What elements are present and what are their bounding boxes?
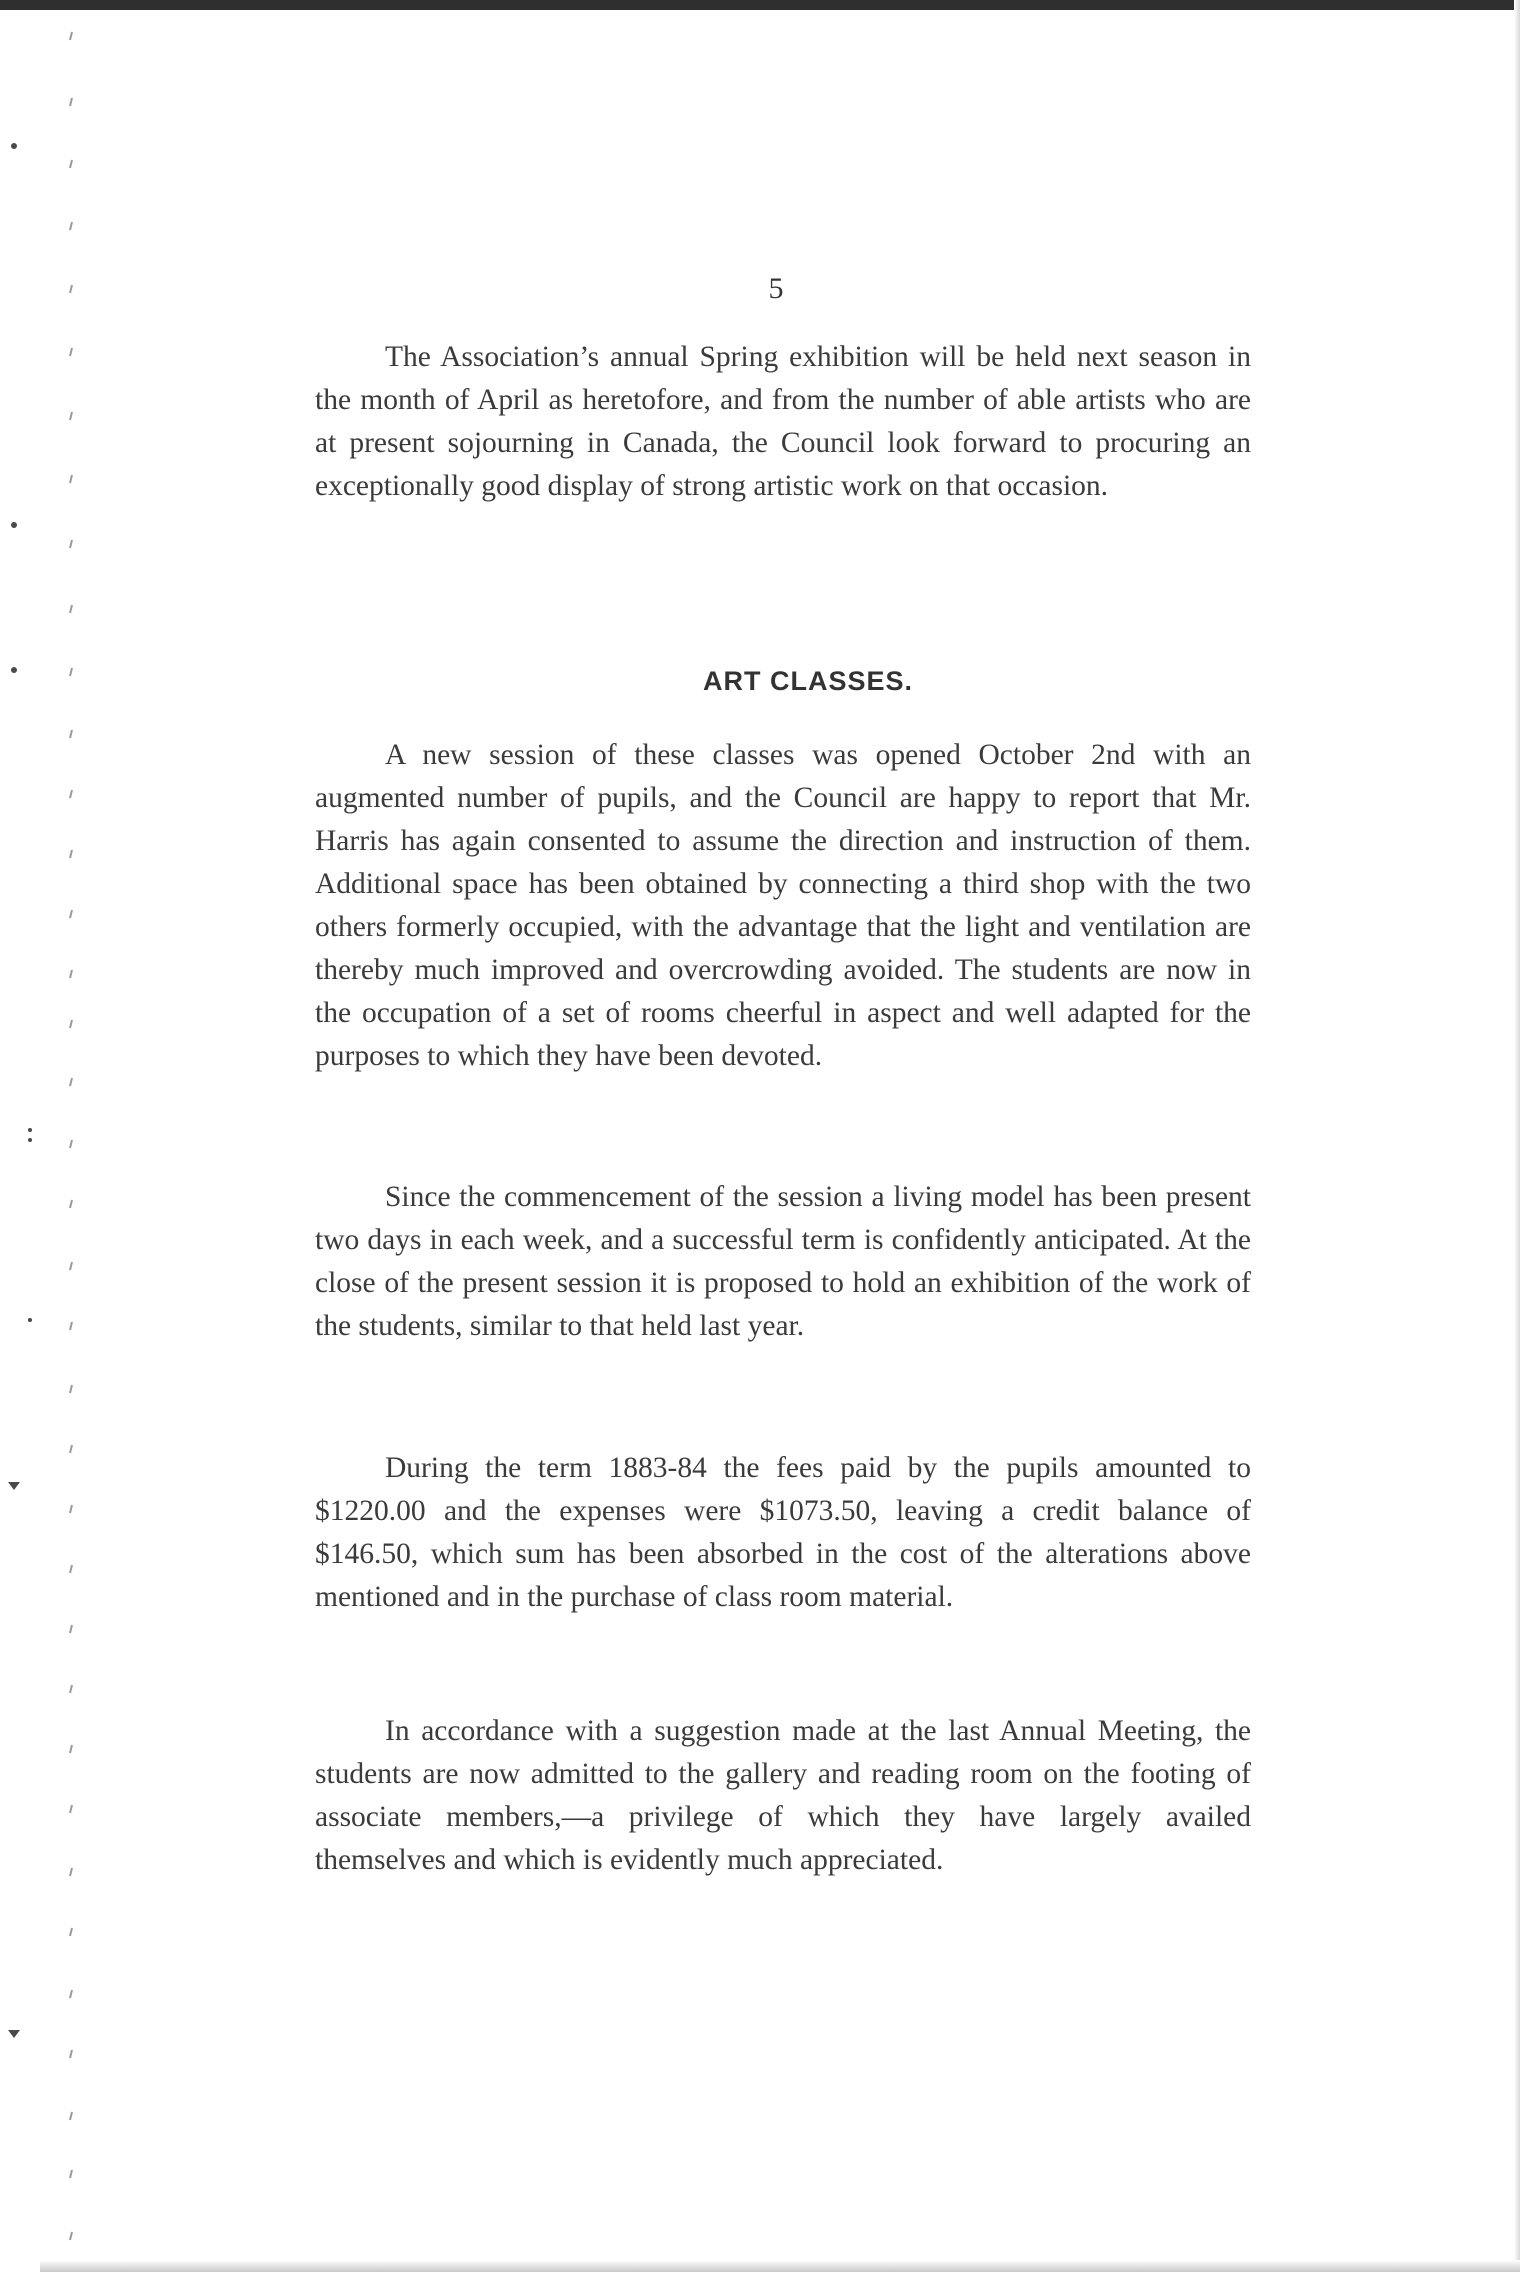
paragraph-spring-exhibition: The Association’s annual Spring exhibition will be held next season in the month of April as heretofore, and from the number of able artists who are at present sojourning in Canada, the Council look forward to procuring an exceptionally good display of strong artistic work on that occasion. — [315, 341, 1251, 502]
scan-bottom-edge — [40, 2260, 1520, 2272]
binding-marks — [0, 0, 90, 2272]
scan-top-edge — [0, 0, 1520, 10]
section-heading-art-classes: ART CLASSES. — [702, 666, 914, 696]
page-number: 5 — [768, 272, 784, 305]
paragraph-living-model: Since the commencement of the session a living model has been present two days in each week, and a successful term is confidently anticipated. At the close of the present session it is proposed to hold an exhibition of the work of the students, similar to that held last year. — [315, 1181, 1251, 1342]
scan-right-edge — [1514, 0, 1520, 2272]
paragraph-new-session: A new session of these classes was opened October 2nd with an augmented number of pupils, and the Council are happy to report that Mr. Harris has again consented to assume the direction and instruction of them. Additional space has been obtained by connecting a third shop with the two others formerly occupied, with the advantage that the light and ventilation are thereby much improved and overcrowding avoided. The students are now in the occupation of a set of rooms cheerful in aspect and well adapted for the purposes to which they have been devoted. — [315, 739, 1251, 1072]
paragraph-fees: During the term 1883-84 the fees paid by the pupils amounted to $1220.00 and the expenses were $1073.50, leaving a credit balance of $146.50, which sum has been absorbed in the cost of the alterations above mentioned and in the purchase of class room material. — [315, 1452, 1251, 1613]
paragraph-annual-meeting: In accordance with a suggestion made at the last Annual Meeting, the students are now admitted to the gallery and reading room on the footing of associate members,—a privilege of which they have largely availed themselves and which is evidently much appreciated. — [315, 1715, 1251, 1876]
